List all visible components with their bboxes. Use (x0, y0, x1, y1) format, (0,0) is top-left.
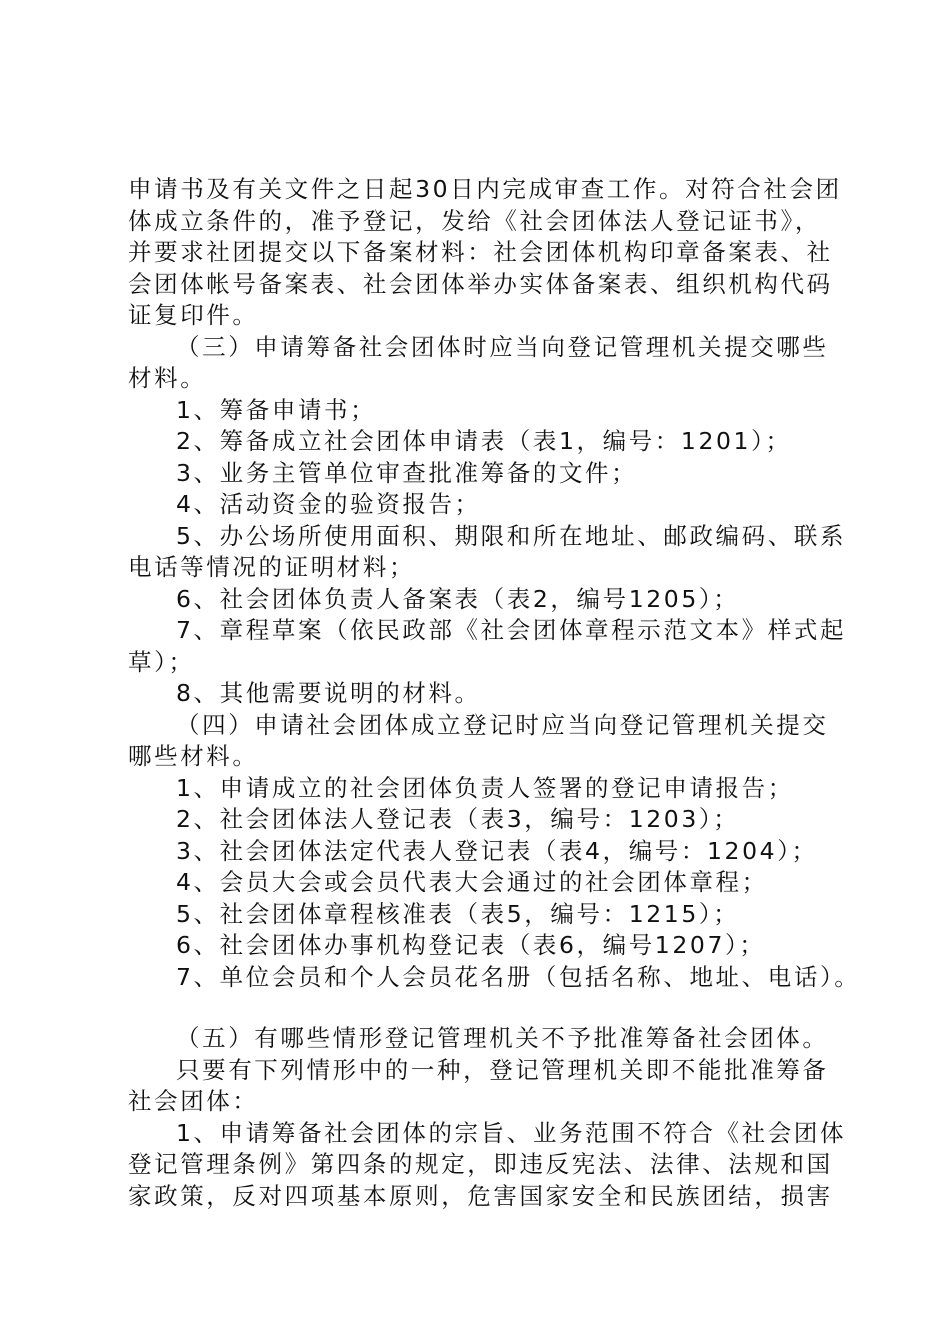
paragraph-line: 申请书及有关文件之日起30日内完成审查工作。对符合社会团 (128, 175, 842, 203)
list-item: 2、筹备成立社会团体申请表（表1，编号：1201）； (176, 427, 792, 455)
list-item: 1、申请成立的社会团体负责人签署的登记申请报告； (176, 773, 794, 802)
paragraph-line: 会团体帐号备案表、社会团体举办实体备案表、组织机构代码 (128, 269, 833, 298)
section-heading-cont: 哪些材料。 (128, 742, 259, 770)
paragraph-line: 只要有下列情形中的一种，登记管理机关即不能批准筹备 (176, 1055, 829, 1084)
list-item: 7、单位会员和个人会员花名册（包括名称、地址、电话）。 (176, 962, 861, 991)
list-item-cont: 家政策，反对四项基本原则，危害国家安全和民族团结，损害 (128, 1181, 833, 1210)
paragraph-gap (128, 993, 848, 1023)
list-item: 1、申请筹备社会团体的宗旨、业务范围不符合《社会团体 (176, 1118, 847, 1147)
list-item: 6、社会团体办事机构登记表（表6，编号1207）； (176, 931, 766, 959)
paragraph-line: 社会团体： (128, 1087, 259, 1115)
list-item: 4、活动资金的验资报告； (176, 490, 481, 518)
section-heading: （三）申请筹备社会团体时应当向登记管理机关提交哪些 (176, 332, 829, 361)
list-item-cont: 草）； (128, 647, 195, 676)
paragraph-line: 证复印件。 (128, 301, 259, 329)
list-item: 3、社会团体法定代表人登记表（表4，编号：1204）； (176, 836, 818, 865)
list-item: 1、筹备申请书； (176, 395, 377, 424)
list-item: 2、社会团体法人登记表（表3，编号：1203）； (176, 805, 740, 833)
section-heading: （四）申请社会团体成立登记时应当向登记管理机关提交 (176, 710, 829, 739)
list-item: 4、会员大会或会员代表大会通过的社会团体章程； (176, 868, 768, 896)
section-heading-cont: 材料。 (128, 364, 207, 392)
list-item: 6、社会团体负责人备案表（表2，编号1205）； (176, 584, 740, 613)
list-item: 5、办公场所使用面积、期限和所在地址、邮政编码、联系 (176, 521, 847, 550)
list-item: 3、业务主管单位审查批准筹备的文件； (176, 458, 638, 487)
paragraph-line: 体成立条件的，准予登记，发给《社会团体法人登记证书》， (128, 206, 821, 235)
section-heading: （五）有哪些情形登记管理机关不予批准筹备社会团体。 (176, 1024, 829, 1052)
list-item-cont: 电话等情况的证明材料； (128, 553, 416, 581)
list-item: 8、其他需要说明的材料。 (176, 679, 481, 707)
list-item-cont: 登记管理条例》第四条的规定，即违反宪法、法律、法规和国 (128, 1150, 833, 1178)
list-item: 5、社会团体章程核准表（表5，编号：1215）； (176, 899, 740, 928)
document-body (128, 174, 861, 1212)
list-item: 7、章程草案（依民政部《社会团体章程示范文本》样式起 (176, 616, 847, 644)
paragraph-line: 并要求社团提交以下备案材料：社会团体机构印章备案表、社 (128, 238, 833, 266)
